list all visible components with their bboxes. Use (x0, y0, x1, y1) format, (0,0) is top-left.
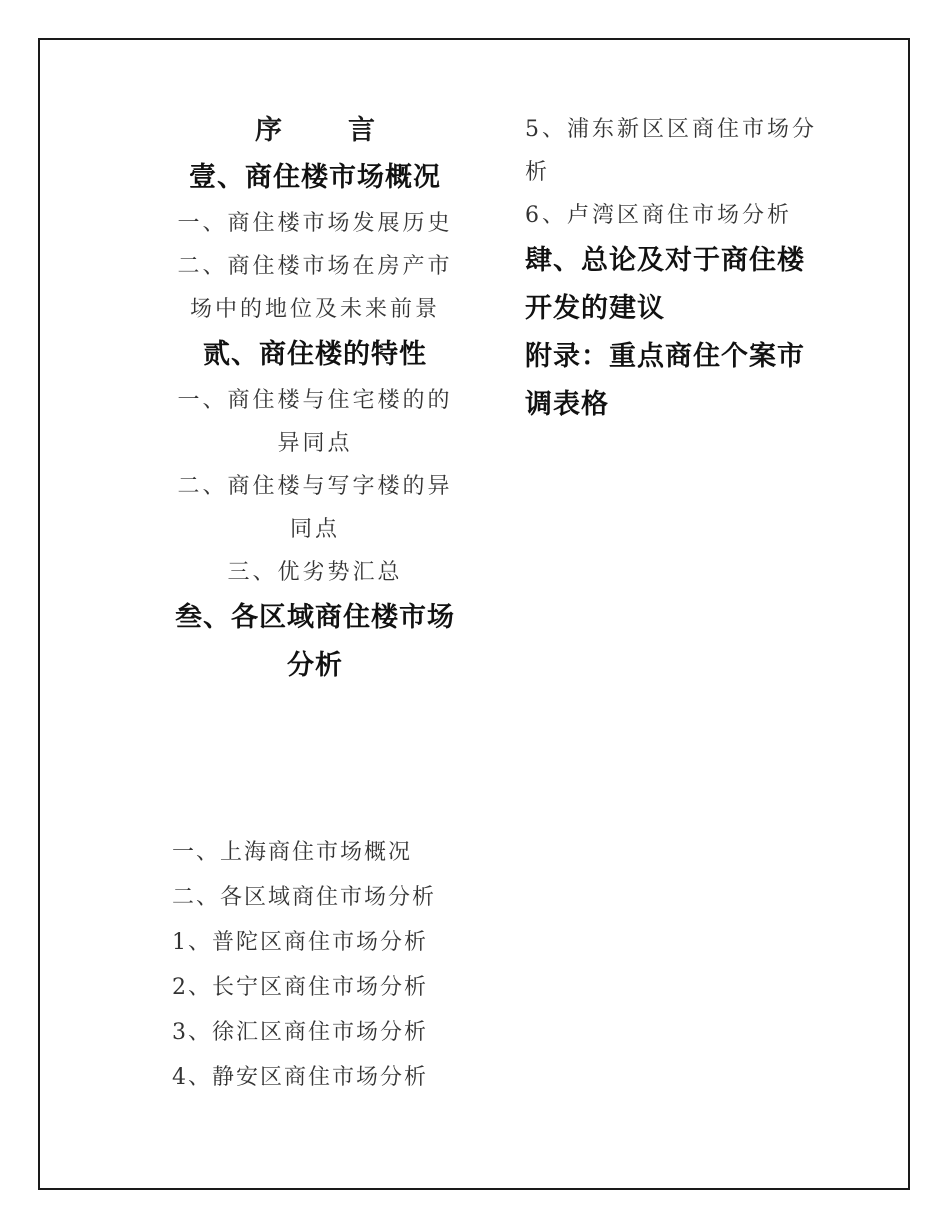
toc-item-line: 场中的地位及未来前景 (189, 297, 440, 322)
toc-item-1-1 (170, 202, 460, 245)
toc-item-2-2 (170, 465, 460, 551)
toc-item-line: 二、商住楼与写字楼的异 (177, 474, 453, 499)
toc-item-3-2-4: 4、静安区商住市场分析 (172, 1065, 428, 1090)
toc-item-line: 5、浦东新区区商住市场分 (525, 117, 817, 142)
toc-item-3-2-2: 2、长宁区商住市场分析 (172, 975, 428, 1000)
toc-item-3-2-6 (525, 194, 825, 237)
section-heading-1 (170, 154, 460, 202)
toc-bottom-column (172, 830, 472, 1100)
toc-item-1-2 (170, 245, 460, 331)
toc-item-line: 同点 (289, 517, 340, 542)
toc-item-line: 三、优劣势汇总 (227, 560, 403, 585)
section-heading-line: 贰、商住楼的特性 (203, 339, 427, 370)
toc-item-2-1 (170, 379, 460, 465)
section-heading-line: 肆、总论及对于商住楼 (525, 245, 805, 276)
toc-item-2-3 (170, 551, 460, 594)
section-heading-line: 开发的建议 (525, 293, 665, 324)
toc-item-3-2-5 (525, 108, 825, 194)
toc-item-3-2-1: 1、普陀区商住市场分析 (172, 930, 428, 955)
appendix-heading (525, 333, 825, 429)
toc-item-3-2: 二、各区域商住市场分析 (172, 885, 437, 910)
section-heading-3 (170, 594, 460, 690)
section-heading-line: 调表格 (525, 389, 609, 420)
section-heading-line: 壹、商住楼市场概况 (189, 162, 441, 193)
toc-right-column (525, 108, 825, 429)
preface-char-2: 言 (348, 115, 375, 146)
toc-item-line: 一、商住楼市场发展历史 (177, 211, 453, 236)
section-heading-4 (525, 237, 825, 333)
toc-item-3-1: 一、上海商住市场概况 (172, 840, 413, 865)
toc-item-line: 二、商住楼市场在房产市 (177, 254, 453, 279)
toc-item-3-2-3: 3、徐汇区商住市场分析 (172, 1020, 428, 1045)
toc-item-line: 析 (525, 160, 551, 185)
preface-char-1: 序 (255, 115, 282, 146)
section-heading-2 (170, 331, 460, 379)
toc-item-line: 6、卢湾区商住市场分析 (525, 203, 792, 228)
toc-left-column (170, 108, 460, 690)
section-heading-line: 叁、各区域商住楼市场 (175, 602, 455, 633)
toc-item-line: 一、商住楼与住宅楼的的 (177, 388, 453, 413)
section-heading-line: 附录：重点商住个案市 (525, 341, 805, 372)
preface-heading (170, 108, 460, 154)
section-heading-line: 分析 (287, 650, 343, 681)
toc-item-line: 异同点 (277, 431, 353, 456)
